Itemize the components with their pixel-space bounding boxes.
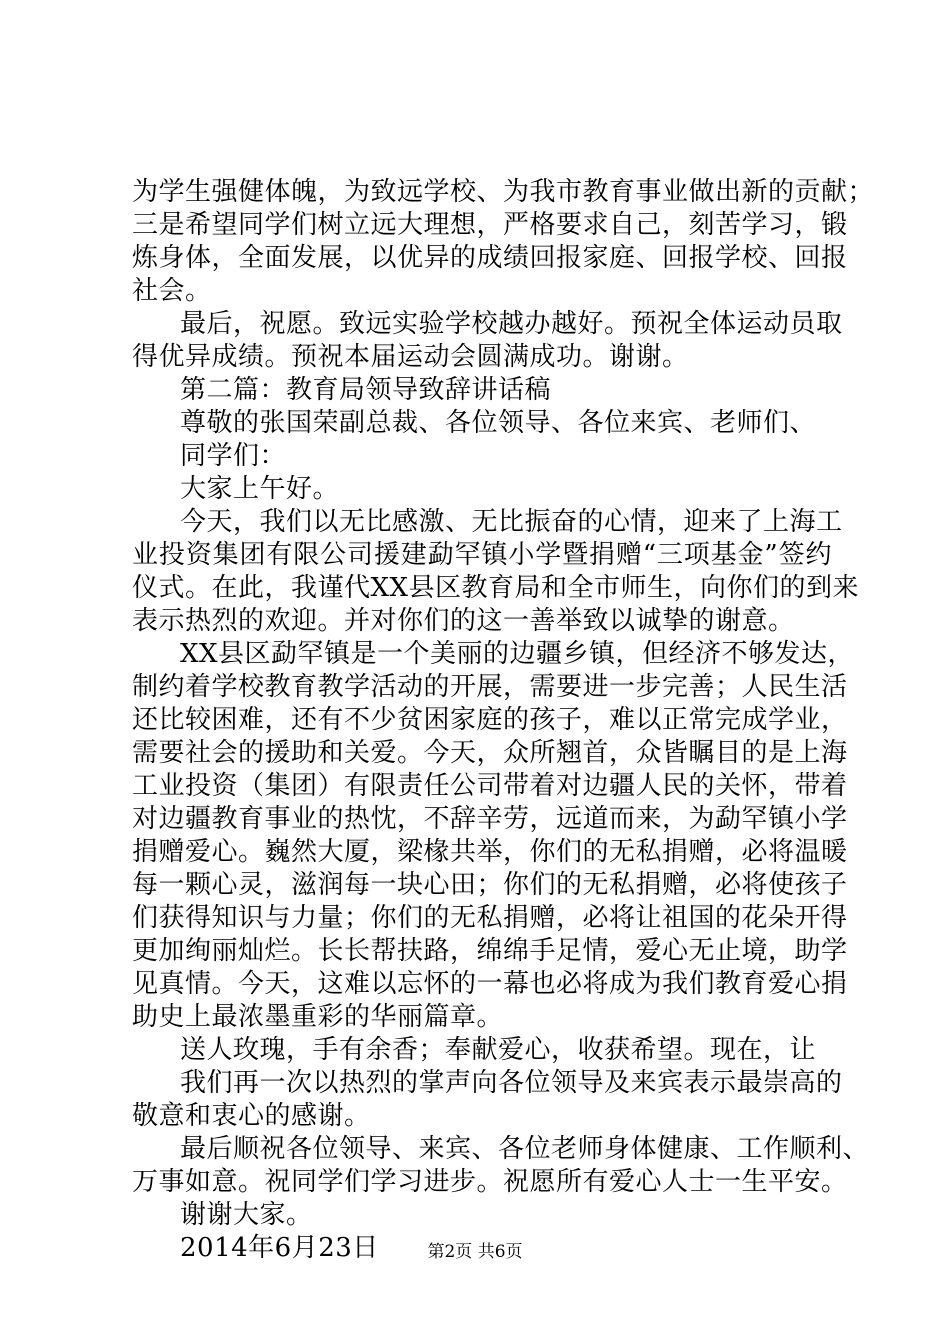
closing-line: 谢谢大家。 [180, 1200, 313, 1230]
text-line: 还比较困难，还有不少贫困家庭的孩子，难以正常完成学业， [132, 705, 848, 735]
text-line: 更加绚丽灿烂。长长帮扶路，绵绵手足情，爱心无止境，助学 [132, 936, 848, 966]
paragraph-first-line: XX县区勐罕镇是一个美丽的边疆乡镇，但经济不够发达， [180, 639, 855, 669]
text-line: 敬意和衷心的感谢。 [132, 1101, 371, 1131]
text-line: 们获得知识与力量；你们的无私捐赠，必将让祖国的花朵开得 [132, 903, 848, 933]
text-line: 为学生强健体魄，为致远学校、为我市教育事业做出新的贡献； [132, 177, 875, 207]
paragraph-first-line: 我们再一次以热烈的掌声向各位领导及来宾表示最崇高的 [180, 1068, 843, 1098]
text-line: 捐赠爱心。巍然大厦，梁椽共举，你们的无私捐赠，必将温暖 [132, 837, 848, 867]
text-line: 工业投资（集团）有限责任公司带着对边疆人民的关怀，带着 [132, 771, 848, 801]
text-line: 业投资集团有限公司援建勐罕镇小学暨捐赠“三项基金”签约 [132, 540, 832, 570]
text-line: 每一颗心灵，滋润每一块心田；你们的无私捐赠，必将使孩子 [132, 870, 848, 900]
text-line: 需要社会的援助和关爱。今天，众所翘首，众皆瞩目的是上海 [132, 738, 848, 768]
text-line: 对边疆教育事业的热忱，不辞辛劳，远道而来，为勐罕镇小学 [132, 804, 848, 834]
section-heading: 第二篇：教育局领导致辞讲话稿 [180, 375, 552, 405]
salutation-line: 尊敬的张国荣副总裁、各位领导、各位来宾、老师们、 [180, 408, 817, 438]
paragraph-first-line: 送人玫瑰，手有余香；奉献爱心，收获希望。现在，让 [180, 1035, 817, 1065]
salutation-line: 同学们： [180, 441, 287, 471]
text-line: 炼身体，全面发展，以优异的成绩回报家庭、回报学校、回报 [132, 243, 848, 273]
paragraph-first-line: 最后，祝愿。致远实验学校越办越好。预祝全体运动员取 [180, 309, 843, 339]
text-line: 得优异成绩。预祝本届运动会圆满成功。谢谢。 [132, 342, 689, 372]
paragraph-first-line: 今天，我们以无比感激、无比振奋的心情，迎来了上海工 [180, 507, 843, 537]
text-line: 仪式。在此，我谨代XX县区教育局和全市师生，向你们的到来 [132, 573, 860, 603]
page-number-footer: 第2页 共6页 [427, 1242, 523, 1262]
text-line: 表示热烈的欢迎。并对你们的这一善举致以诚挚的谢意。 [132, 606, 795, 636]
paragraph-first-line: 最后顺祝各位领导、来宾、各位老师身体健康、工作顺利、 [180, 1134, 870, 1164]
greeting-line: 大家上午好。 [180, 474, 340, 504]
text-line: 制约着学校教育教学活动的开展，需要进一步完善；人民生活 [132, 672, 848, 702]
text-line: 三是希望同学们树立远大理想，严格要求自己，刻苦学习，锻 [132, 210, 848, 240]
text-line: 万事如意。祝同学们学习进步。祝愿所有爱心人士一生平安。 [132, 1167, 848, 1197]
text-line: 助史上最浓墨重彩的华丽篇章。 [132, 1002, 504, 1032]
text-line: 社会。 [132, 276, 212, 306]
text-line: 见真情。今天，这难以忘怀的一幕也必将成为我们教育爱心捐 [132, 969, 848, 999]
date-line: 2014年6月23日 [180, 1233, 379, 1263]
